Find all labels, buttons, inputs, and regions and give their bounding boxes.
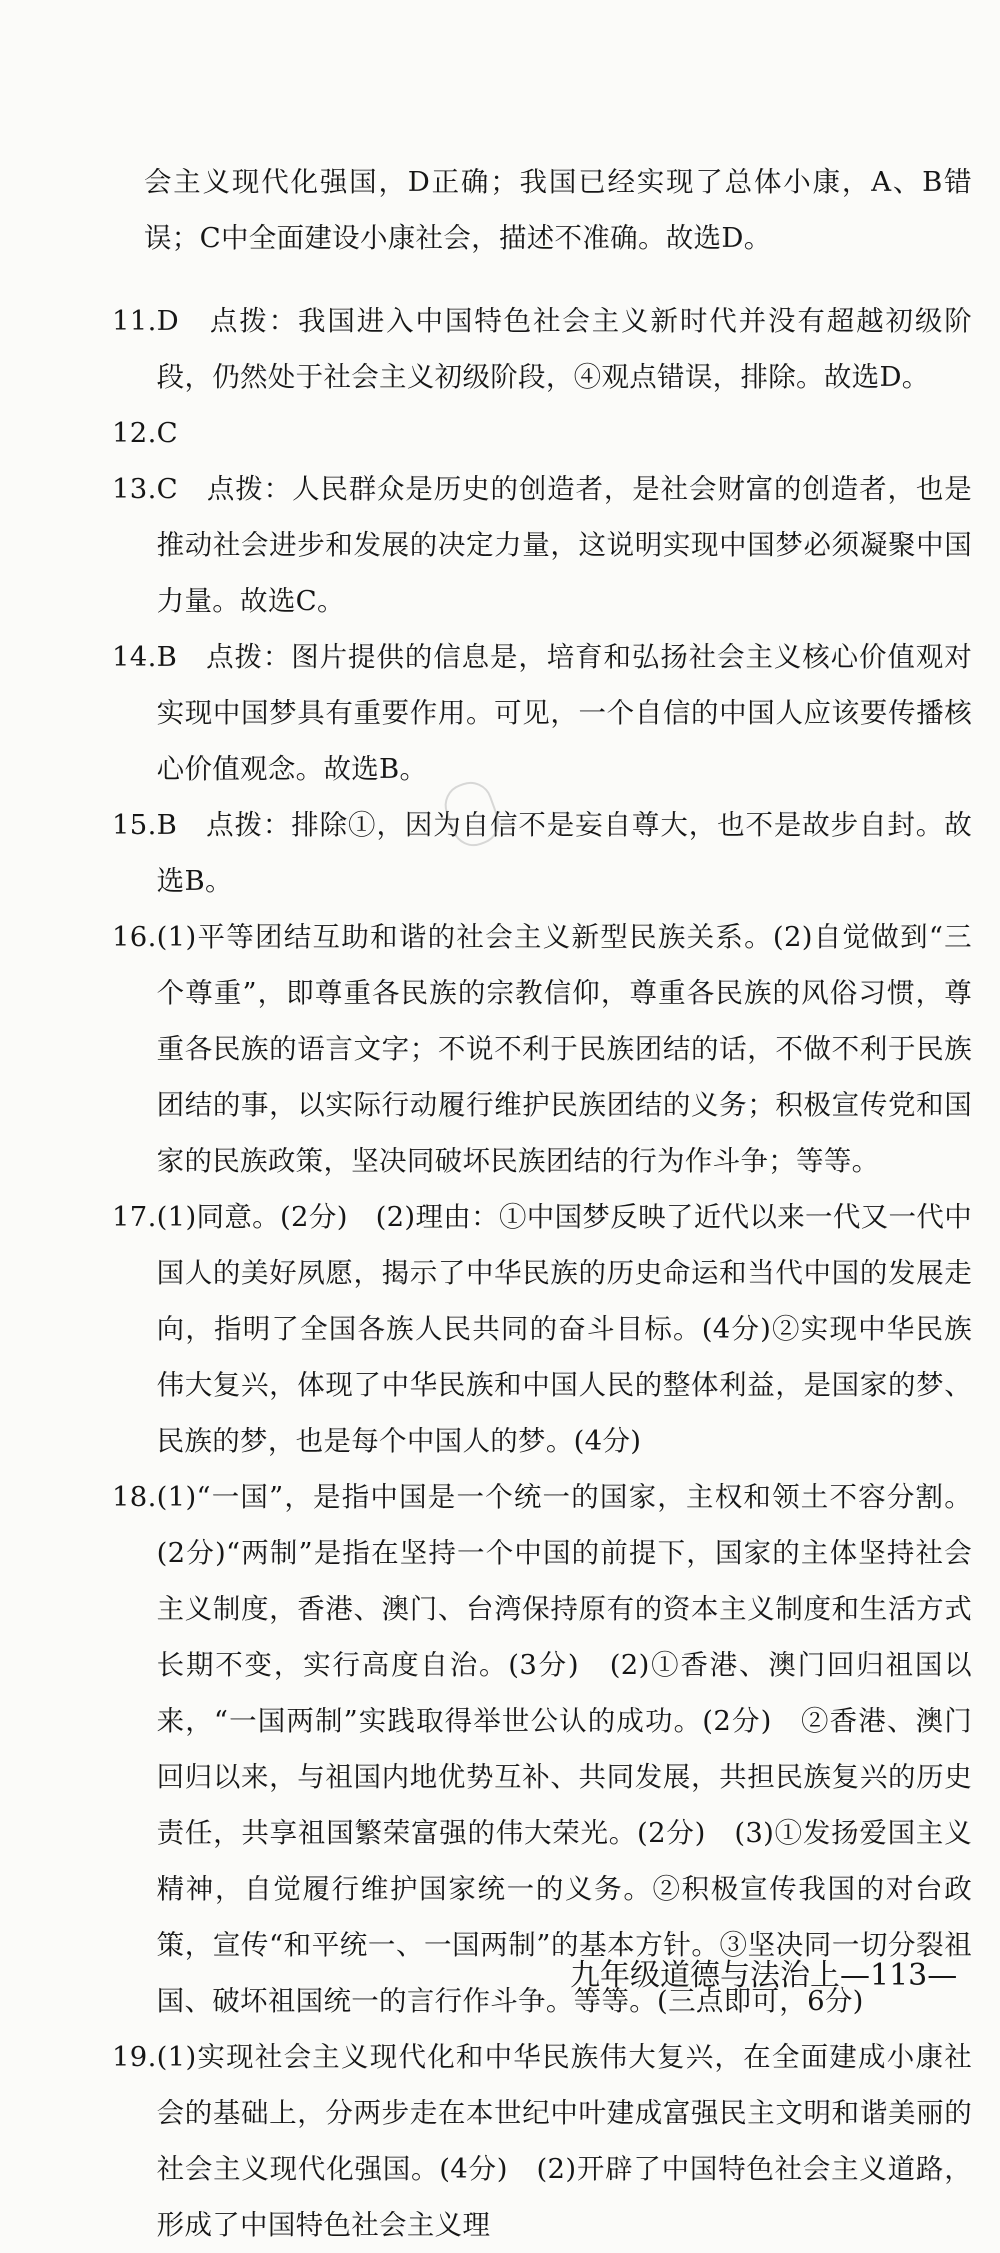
answer-12 xyxy=(112,405,972,461)
answer-13 xyxy=(112,461,972,629)
answer-number: 13. xyxy=(112,473,157,505)
answer-17 xyxy=(112,1189,972,1469)
answer-15 xyxy=(112,797,972,909)
page-footer: 九年级道德与法治上—113— xyxy=(570,1958,958,1993)
answer-text: (1)同意。(2分) (2)理由：①中国梦反映了近代以来一代又一代中国人的美好夙愿，揭示了中华民族的历史命运和当代中国的发展走向，指明了全国各族人民共同的奋斗目标。(4分)②实现中华民族伟大复兴，体现了中华民族和中国人民的整体利益，是国家的梦、民族的梦，也是每个中国人的梦。(4分) xyxy=(156,1201,972,1457)
answer-number: 19. xyxy=(112,2041,157,2073)
answer-text: D 点拨：我国进入中国特色社会主义新时代并没有超越初级阶段，仍然处于社会主义初级阶段，④观点错误，排除。故选D。 xyxy=(156,305,972,393)
answer-14 xyxy=(112,629,972,797)
answer-11 xyxy=(112,293,972,405)
answer-text: B 点拨：排除①，因为自信不是妄自尊大，也不是故步自封。故选B。 xyxy=(156,809,972,897)
answer-text: (1)实现社会主义现代化和中华民族伟大复兴，在全面建成小康社会的基础上，分两步走在本世纪中叶建成富强民主文明和谐美丽的社会主义现代化强国。(4分) (2)开辟了中国特色社会主义道路，形成了中国特色社会主义理 xyxy=(156,2041,972,2241)
answer-text: B 点拨：图片提供的信息是，培育和弘扬社会主义核心价值观对实现中国梦具有重要作用。可见，一个自信的中国人应该要传播核心价值观念。故选B。 xyxy=(156,641,972,785)
answer-number: 14. xyxy=(112,641,157,673)
intro-paragraph: 会主义现代化强国，D正确；我国已经实现了总体小康，A、B错误；C中全面建设小康社会，描述不准确。故选D。 xyxy=(144,165,972,254)
answer-number: 18. xyxy=(112,1481,157,1513)
answer-number: 15. xyxy=(112,809,157,841)
answer-number: 12. xyxy=(112,417,157,449)
answer-text: C xyxy=(156,417,178,449)
answer-number: 11. xyxy=(112,305,157,337)
answer-number: 16. xyxy=(112,921,157,953)
answer-18 xyxy=(112,1469,972,2029)
answer-text: (1)“一国”，是指中国是一个统一的国家，主权和领土不容分割。(2分)“两制”是指在坚持一个中国的前提下，国家的主体坚持社会主义制度，香港、澳门、台湾保持原有的资本主义制度和生活方式长期不变，实行高度自治。(3分) (2)①香港、澳门回归祖国以来，“一国两制”实践取得举世公认的成功。(2分) ②香港、澳门回归以来，与祖国内地优势互补、共同发展，共担民族复兴的历史责任，共享祖国繁荣富强的伟大荣光。(2分) (3)①发扬爱国主义精神，自觉履行维护国家统一的义务。②积极宣传我国的对台政策，宣传“和平统一、一国两制”的基本方针。③坚决同一切分裂祖国、破坏祖国统一的言行作斗争。等等。(三点即可，6分) xyxy=(156,1481,972,2017)
answer-number: 17. xyxy=(112,1201,157,1233)
answer-text: C 点拨：人民群众是历史的创造者，是社会财富的创造者，也是推动社会进步和发展的决定力量，这说明实现中国梦必须凝聚中国力量。故选C。 xyxy=(156,473,972,617)
answer-text: (1)平等团结互助和谐的社会主义新型民族关系。(2)自觉做到“三个尊重”，即尊重各民族的宗教信仰，尊重各民族的风俗习惯，尊重各民族的语言文字；不说不利于民族团结的话，不做不利于民族团结的事，以实际行动履行维护民族团结的义务；积极宣传党和国家的民族政策，坚决同破坏民族团结的行为作斗争；等等。 xyxy=(156,921,972,1177)
answer-16 xyxy=(112,909,972,1189)
answer-content xyxy=(112,126,972,2253)
answer-19 xyxy=(112,2029,972,2253)
